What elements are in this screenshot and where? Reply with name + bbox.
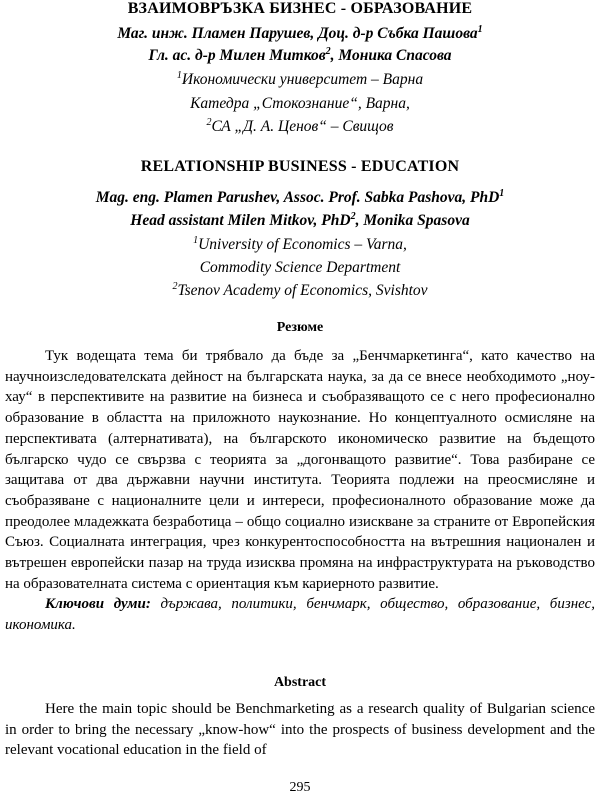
- keywords-label: Ключови думи:: [45, 596, 151, 613]
- affiliation-en-1: $^1$University of Economics – Varna,: [193, 235, 407, 253]
- affiliation-bg-1: $^1$Икономически университет – Варна: [176, 70, 424, 88]
- abstract-text: Here the main topic should be Benchmarketing as a research quality of Bulgarian science in order to bring the necessary „know-how“ into the prospects of business development and the relevant vocational education in the field of: [5, 701, 595, 759]
- affiliation-en-dept: Commodity Science Department: [199, 259, 401, 276]
- abstract-body: [5, 699, 595, 761]
- authors-en-line2: Head assistant Milen Mitkov, PhD$^2$, Monika Spasova: [130, 211, 470, 229]
- abstract-heading: Abstract: [273, 675, 327, 690]
- authors-en-line1: Mag. eng. Plamen Parushev, Assoc. Prof. Sabka Pashova, PhD$^1$: [95, 188, 505, 206]
- affiliation-bg-2: $^2$СА „Д. А. Ценов“ – Свищов: [206, 117, 394, 135]
- page-number: 295: [289, 780, 311, 795]
- authors-bg-line1: Маг. инж. Пламен Парушев, Доц. д-р Събка Пашова$^1$: [117, 24, 483, 42]
- keywords-text: държава, политики, бенчмарк, общество, образование, бизнес, икономика.: [5, 596, 596, 634]
- summary-body: [5, 346, 595, 636]
- summary-heading: Резюме: [276, 320, 324, 335]
- title-bg: ВЗАИМОВРЪЗКА БИЗНЕС - ОБРАЗОВАНИЕ: [127, 0, 473, 17]
- affiliation-en-2: $^2$Tsenov Academy of Economics, Svishtov: [172, 281, 428, 299]
- title-en: RELATIONSHIP BUSINESS - EDUCATION: [140, 158, 460, 175]
- keywords: [5, 594, 595, 635]
- authors-bg-line2: Гл. ас. д-р Милен Митков$^2$, Моника Спасова: [148, 46, 452, 64]
- summary-text: Тук водещата тема би трябвало да бъде за „Бенчмаркетинга“, като качество на научноизследователската дейност на българската наука, за да се внесе необходимото „ноу-хау“ в перспективите на развитие на бизнеса и съобразяващото се с него професионално образование в областта на приложното наукознание. Но концептуалното осмисляне на перспективата (алтернативата), на българското икономическо развитие на бъдещото българско чудо се свързва с теорията за „догонващото развитие“. Това разбиране се защитава от два държавни научни института. Теорията подлежи на преосмисляне и съобразяване с националните цели и интереси, професионалното образование може да преодолее младежката безработица – общо социално изискване за страните от Европейския Съюз. Социалната интеграция, чрез конкурентоспособността на вътрешния национален и вътрешен европейски пазар на труда изисква промяна на инфраструктурата на ръководство на образователната система с ориентация към кариерното развитие.: [5, 348, 595, 592]
- affiliation-bg-dept: Катедра „Стокознание“, Варна,: [190, 95, 410, 112]
